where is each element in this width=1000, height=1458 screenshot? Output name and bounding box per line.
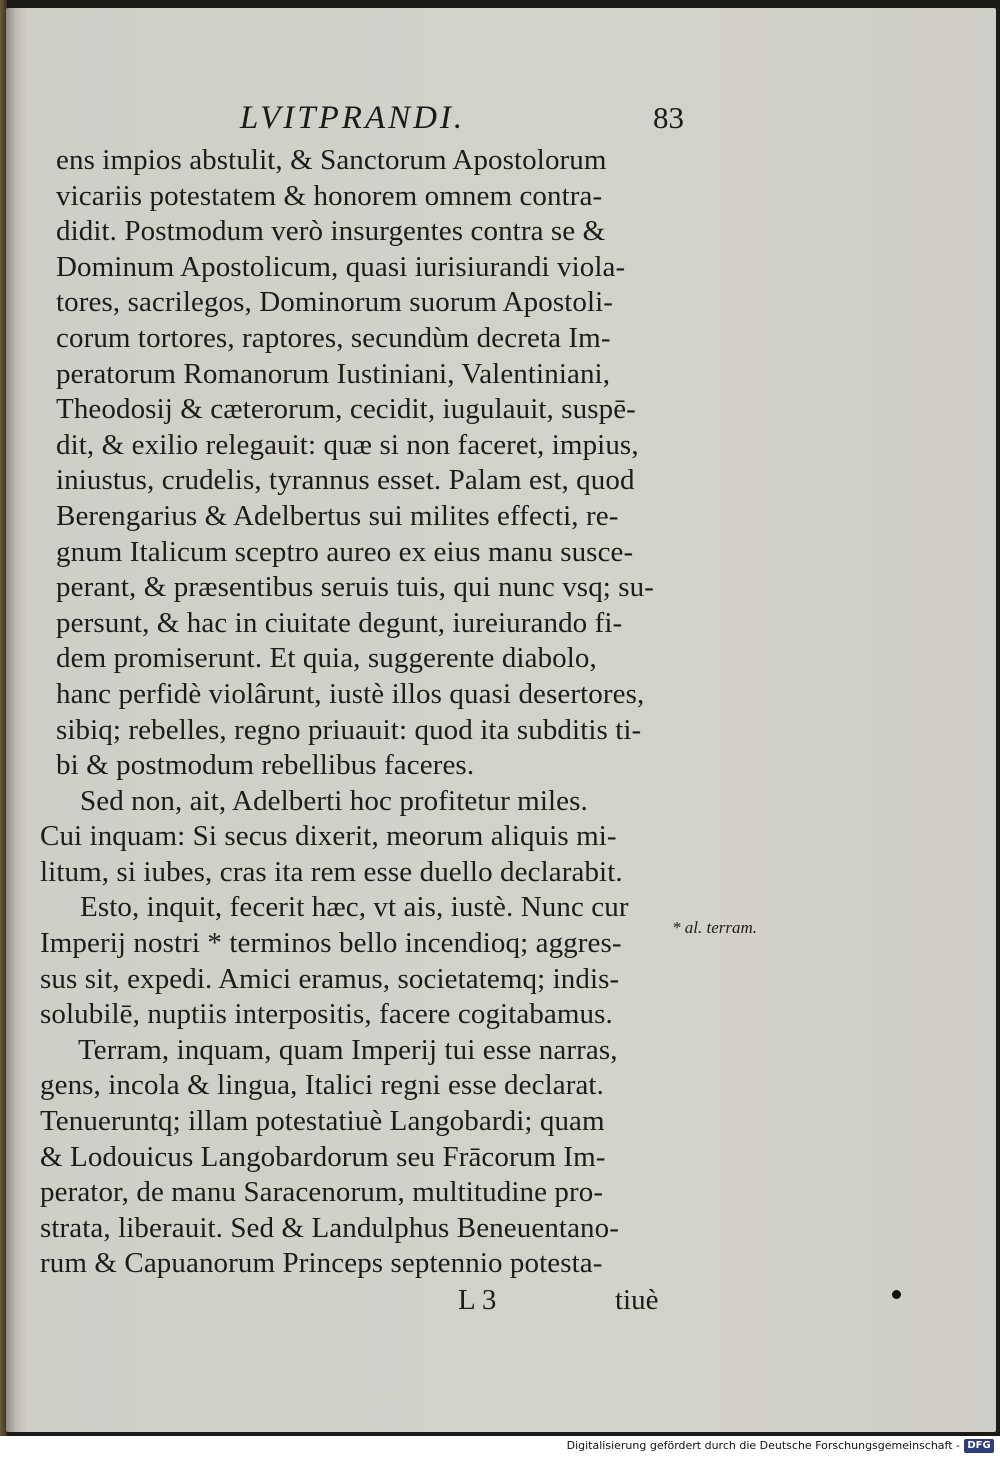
credit-text: Digitalisierung gefördert durch die Deutsche Forschungsgemeinschaft - bbox=[566, 1439, 960, 1452]
text-line: strata, liberauit. Sed & Landulphus Beneuentano- bbox=[40, 1211, 620, 1244]
text-line: perant, & præsentibus seruis tuis, qui nunc vsq; su- bbox=[56, 571, 655, 604]
page-footer bbox=[40, 1282, 690, 1318]
body-text bbox=[40, 143, 690, 1318]
text-line: Tenueruntq; illam potestatiuè Langobardi; quam bbox=[40, 1105, 605, 1138]
page-header bbox=[240, 100, 690, 140]
text-line: gens, incola & lingua, Italici regni esse declarat. bbox=[40, 1069, 604, 1102]
text-line: peratorum Romanorum Iustiniani, Valentiniani, bbox=[56, 357, 611, 390]
text-line: Cui inquam: Si secus dixerit, meorum aliquis mi- bbox=[40, 820, 617, 853]
text-line: Berengarius & Adelbertus sui milites effecti, re- bbox=[56, 499, 619, 532]
text-line: tores, sacrilegos, Dominorum suorum Apostoli- bbox=[56, 286, 614, 319]
text-line: Terram, inquam, quam Imperij tui esse narras, bbox=[78, 1033, 618, 1066]
text-line: vicariis potestatem & honorem omnem contra- bbox=[56, 179, 603, 212]
credit-bar bbox=[0, 1436, 1000, 1458]
text-line: Theodosij & cæterorum, cecidit, iugulauit, suspē- bbox=[56, 393, 636, 426]
page-number: 83 bbox=[653, 100, 684, 135]
text-line: didit. Postmodum verò insurgentes contra se & bbox=[56, 215, 606, 248]
text-line: persunt, & hac in ciuitate degunt, iureiurando fi- bbox=[56, 606, 623, 639]
text-line: sus sit, expedi. Amici eramus, societatemq; indis- bbox=[40, 962, 620, 995]
text-line: ens impios abstulit, & Sanctorum Apostolorum bbox=[56, 144, 607, 176]
text-line: Esto, inquit, fecerit hæc, vt ais, iustè. Nunc cur bbox=[80, 891, 629, 924]
text-line: Dominum Apostolicum, quasi iurisiurandi viola- bbox=[56, 250, 626, 283]
text-line: solubilē, nuptiis interpositis, facere cogitabamus. bbox=[40, 998, 613, 1031]
text-line: dit, & exilio relegauit: quæ si non faceret, impius, bbox=[56, 428, 639, 461]
text-line: bi & postmodum rebellibus faceres. bbox=[56, 749, 475, 782]
text-line: Imperij nostri * terminos bello incendioq; aggres- bbox=[40, 927, 622, 960]
catchword: tiuè bbox=[615, 1284, 659, 1316]
marginal-note: * al. terram. bbox=[672, 918, 757, 937]
text-line: perator, de manu Saracenorum, multitudine pro- bbox=[40, 1176, 604, 1209]
text-line: gnum Italicum sceptro aureo ex eius manu susce- bbox=[56, 535, 634, 568]
text-line: corum tortores, raptores, secundùm decreta Im- bbox=[56, 321, 611, 354]
text-line: sibiq; rebelles, regno priuauit: quod ita subditis ti- bbox=[56, 713, 642, 746]
text-line: hanc perfidè violârunt, iustè illos quasi desertores, bbox=[56, 677, 645, 710]
signature-mark: L 3 bbox=[458, 1284, 497, 1316]
text-line: & Lodouicus Langobardorum seu Frācorum Im- bbox=[40, 1140, 606, 1173]
text-line: Sed non, ait, Adelberti hoc profitetur miles. bbox=[80, 784, 588, 817]
text-line: dem promiserunt. Et quia, suggerente diabolo, bbox=[56, 642, 597, 675]
dfg-logo[interactable]: DFG bbox=[964, 1439, 994, 1453]
text-line: iniustus, crudelis, tyrannus esset. Palam est, quod bbox=[56, 464, 635, 497]
ink-dot bbox=[892, 1290, 901, 1299]
text-line: rum & Capuanorum Princeps septennio potesta- bbox=[40, 1247, 603, 1280]
text-line: litum, si iubes, cras ita rem esse duello declarabit. bbox=[40, 855, 623, 888]
running-head: LVITPRANDI. bbox=[240, 100, 466, 136]
